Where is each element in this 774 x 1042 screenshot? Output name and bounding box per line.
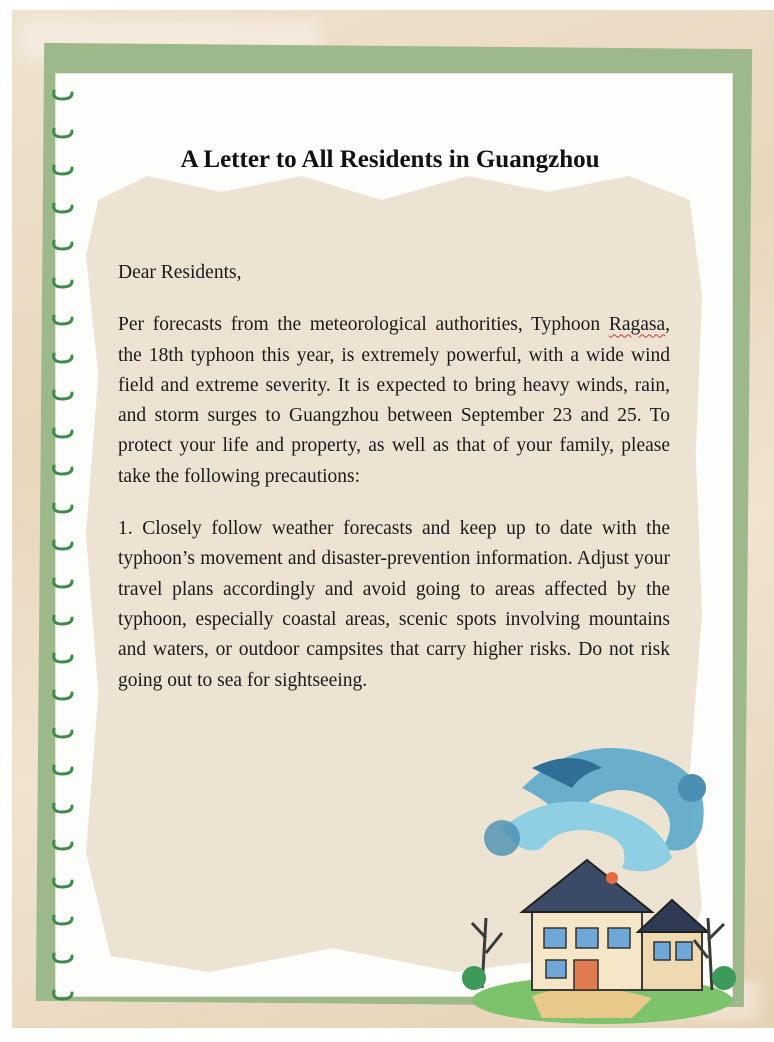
bush	[462, 966, 486, 990]
letter-body	[118, 258, 670, 718]
binder-ring-icon	[50, 538, 76, 552]
binder-ring-icon	[50, 426, 76, 440]
intro-text-end: , the 18th typhoon this year, is extremely powerful, with a wide wind field and extreme severity. It is expected to bring heavy winds, rain, and storm surges to Guangzhou between September 23 and 25. To protect your life and property, as well as that of your family, please take the following precautions:	[118, 314, 670, 487]
window	[546, 960, 566, 978]
bush	[712, 966, 736, 990]
binder-ring-icon	[50, 201, 76, 215]
binder-ring-icon	[50, 651, 76, 665]
door	[574, 960, 598, 990]
binder-ring-icon	[50, 88, 76, 102]
cloud-puff	[484, 820, 520, 856]
intro-text-start: Per forecasts from the meteorological authorities, Typhoon	[118, 314, 609, 336]
typhoon-house-illustration	[462, 728, 742, 1028]
binder-ring-icon	[50, 763, 76, 777]
window	[608, 928, 630, 948]
binder-rings	[44, 88, 84, 988]
cloud-puff	[678, 774, 706, 802]
binder-ring-icon	[50, 726, 76, 740]
binder-ring-icon	[50, 238, 76, 252]
binder-ring-icon	[50, 576, 76, 590]
greeting: Dear Residents,	[118, 262, 242, 283]
binder-ring-icon	[50, 801, 76, 815]
window	[654, 942, 670, 960]
precaution-item-1: 1. Closely follow weather forecasts and keep up to date with the typhoon’s movement and disaster-prevention information. Adjust your travel plans accordingly and avoid going to areas affected by the typhoon, especially coastal areas, scenic spots involving mountains and waters, or outdoor campsites that carry higher risks. Do not risk going out to sea for sightseeing.	[118, 518, 670, 691]
binder-ring-icon	[50, 388, 76, 402]
typhoon-name: Ragasa	[608, 314, 666, 336]
window	[676, 942, 692, 960]
binder-ring-icon	[50, 313, 76, 327]
intro-paragraph	[118, 310, 670, 492]
binder-ring-icon	[50, 988, 76, 1002]
binder-ring-icon	[50, 688, 76, 702]
binder-ring-icon	[50, 351, 76, 365]
page-title: A Letter to All Residents in Guangzhou	[180, 146, 600, 173]
flying-debris	[606, 872, 618, 884]
binder-ring-icon	[50, 126, 76, 140]
binder-ring-icon	[50, 913, 76, 927]
binder-ring-icon	[50, 501, 76, 515]
binder-ring-icon	[50, 838, 76, 852]
binder-ring-icon	[50, 876, 76, 890]
binder-ring-icon	[50, 951, 76, 965]
house-annex	[642, 928, 702, 990]
window	[576, 928, 598, 948]
window	[544, 928, 566, 948]
binder-ring-icon	[50, 613, 76, 627]
house-annex-roof	[638, 900, 708, 932]
binder-ring-icon	[50, 463, 76, 477]
binder-ring-icon	[50, 276, 76, 290]
